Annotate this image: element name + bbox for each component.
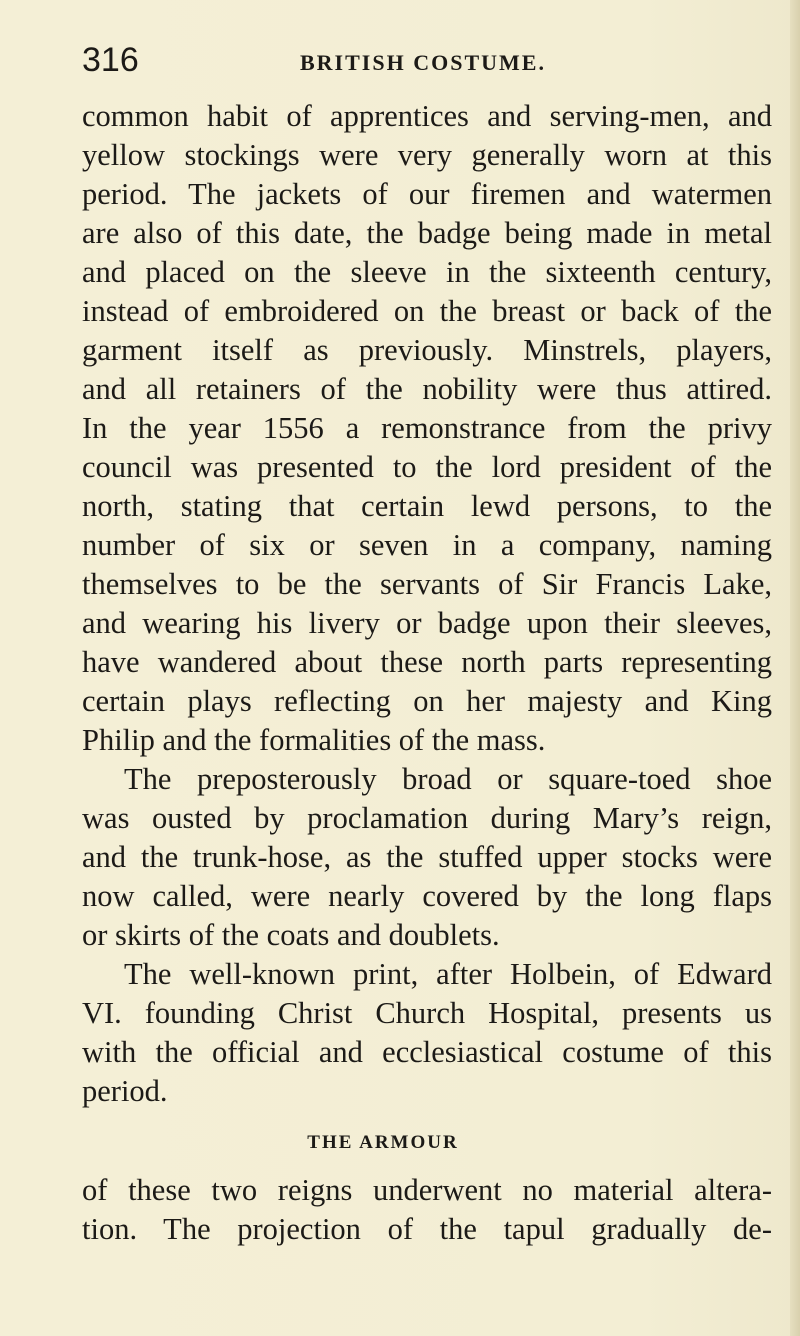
paragraph	[82, 1171, 772, 1249]
text-line: are also of this date, the badge being made in metal	[82, 216, 772, 250]
text-line: tion. The projection of the tapul gradually de-	[82, 1212, 772, 1246]
paragraph	[82, 97, 772, 760]
page-header	[82, 38, 742, 82]
text-line: number of six or seven in a company, naming	[82, 528, 772, 562]
text-line: now called, were nearly covered by the long flaps	[82, 879, 772, 913]
text-line: and the trunk-hose, as the stuffed upper stocks were	[82, 840, 772, 874]
page-edge	[790, 0, 800, 1336]
text-line: instead of embroidered on the breast or back of the	[82, 294, 772, 328]
text-line: and all retainers of the nobility were thus attired.	[82, 372, 772, 406]
text-line: common habit of apprentices and serving-men, and	[82, 99, 772, 133]
text-line: was ousted by proclamation during Mary’s reign,	[82, 801, 772, 835]
text-line: and placed on the sleeve in the sixteenth century,	[82, 255, 772, 289]
text-line: The preposterously broad or square-toed shoe	[124, 762, 772, 796]
text-line: with the official and ecclesiastical costume of this	[82, 1035, 772, 1069]
page-number: 316	[82, 41, 139, 79]
paragraph	[82, 955, 772, 1111]
section-heading: THE ARMOUR	[307, 1132, 459, 1153]
text-line: north, stating that certain lewd persons, to the	[82, 489, 772, 523]
text-line: yellow stockings were very generally worn at this	[82, 138, 772, 172]
text-line: and wearing his livery or badge upon their sleeves,	[82, 606, 772, 640]
running-head: BRITISH COSTUME.	[300, 50, 546, 75]
text-line: Philip and the formalities of the mass.	[82, 723, 546, 757]
text-line: In the year 1556 a remonstrance from the privy	[82, 411, 772, 445]
text-line: have wandered about these north parts representing	[82, 645, 772, 679]
text-line: period. The jackets of our firemen and watermen	[82, 177, 772, 211]
text-line: or skirts of the coats and doublets.	[82, 918, 500, 952]
text-line: garment itself as previously. Minstrels, players,	[82, 333, 772, 367]
text-line: The well-known print, after Holbein, of Edward	[124, 957, 772, 991]
body-text	[82, 97, 772, 1249]
text-line: of these two reigns underwent no material altera-	[82, 1173, 772, 1207]
text-line: themselves to be the servants of Sir Francis Lake,	[82, 567, 772, 601]
text-line: certain plays reflecting on her majesty and King	[82, 684, 772, 718]
text-line: council was presented to the lord president of the	[82, 450, 772, 484]
text-line: VI. founding Christ Church Hospital, presents us	[82, 996, 772, 1030]
paragraph	[82, 760, 772, 955]
text-line: period.	[82, 1074, 168, 1108]
